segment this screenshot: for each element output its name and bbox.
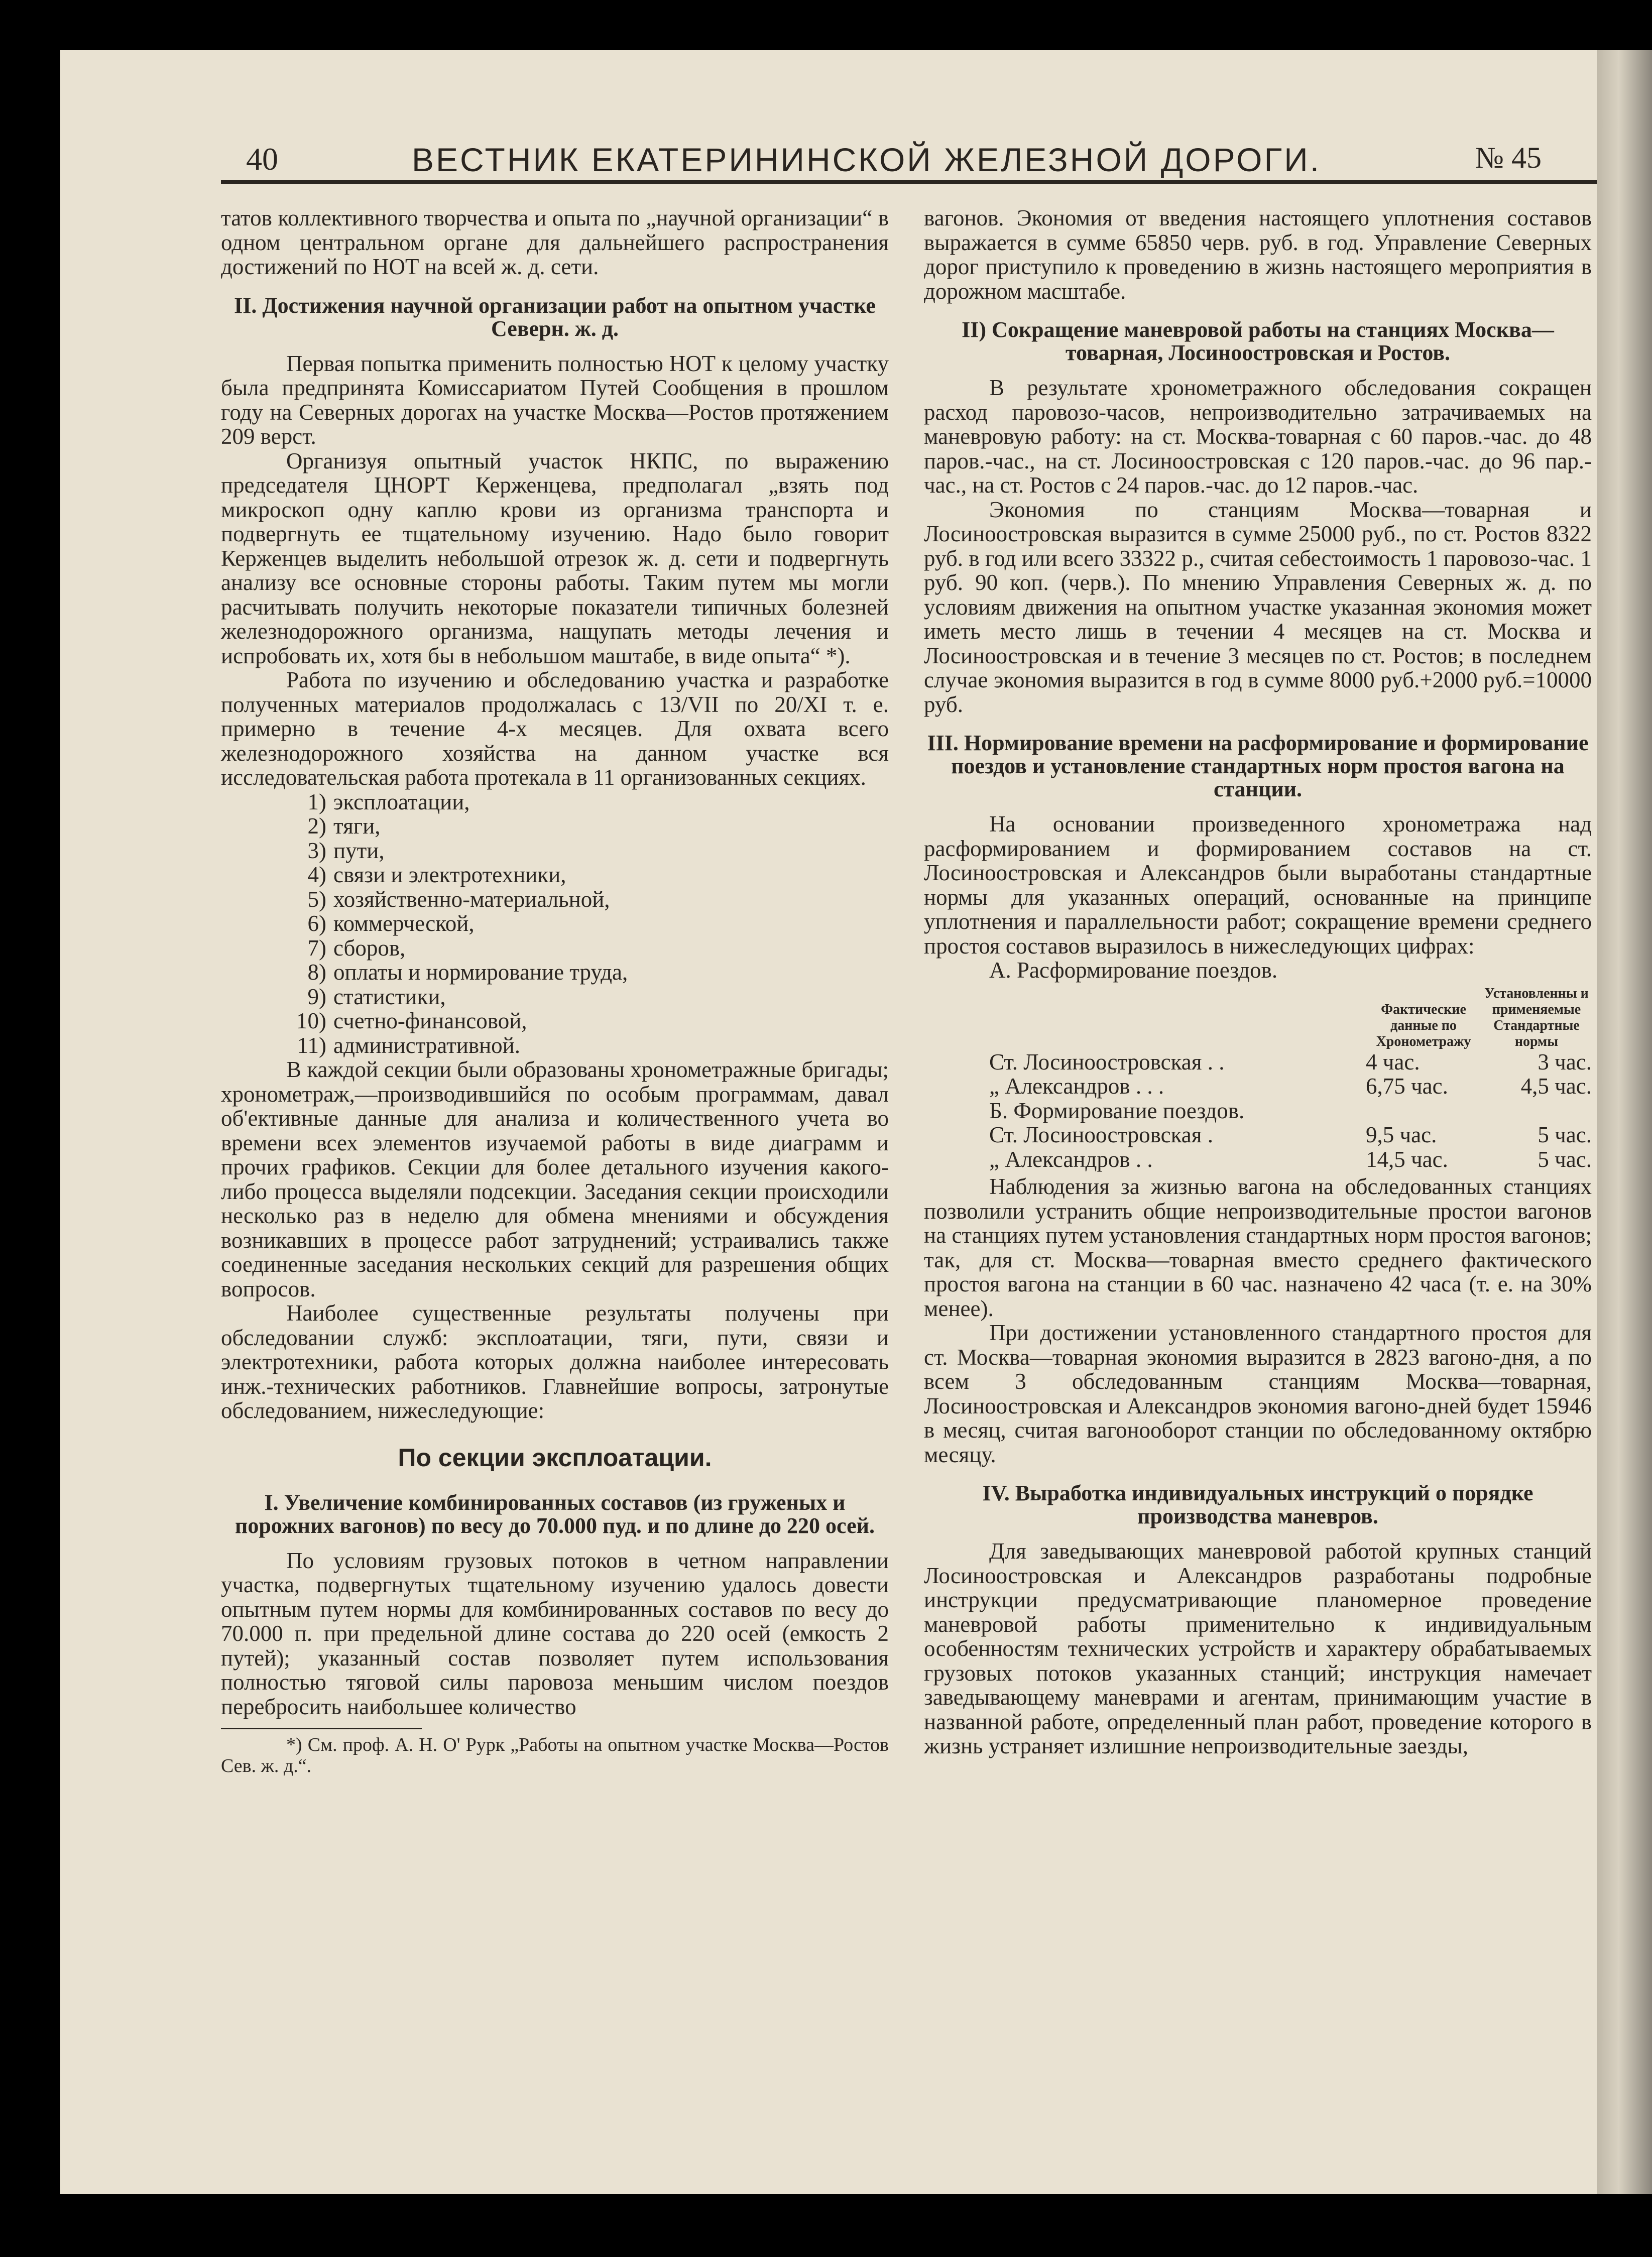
list-item: 8) оплаты и нормирование труда, — [307, 960, 628, 985]
list-item: 7) сборов, — [307, 935, 406, 961]
paragraph: В каждой секции были образованы хронометражные бригады; хронометраж,—производившийся по особым программам, давал об'ективные данные для анализа и количественного учета во времени всех элементов изучаемой работы в виде диаграмм и прочих графиков. Секции для более детального изучения какого-либо процесса выделяли подсекции. Заседания секции происходили несколько раз в неделю для обмена мнениями и обсуждения возникавших в процессе работ затруднений; устраивались также соединенные заседания нескольких секций для разрешения общих вопросов. — [221, 1057, 889, 1301]
paragraph: На основании произведенного хронометража над расформированием и формированием составов на ст. Лосиноостровская и Александров были выработаны стандартные нормы для указанных операций, основанные на принципе уплотнения и параллельности работ; сокращение времени среднего простоя составов выразилось в нижеследующих цифрах: — [924, 811, 1592, 959]
list-item: 11) административной. — [297, 1032, 520, 1058]
next-page-edge — [1597, 50, 1652, 2194]
footnote: *) См. проф. А. Н. О' Рурк „Работы на опытном участке Москва—Ростов Сев. ж. д.“. — [221, 1734, 889, 1776]
paragraph: Работа по изучению и обследованию участка и разработке полученных материалов продолжалась с 13/VII по 20/XI т. е. примерно в течение 4-х месяцев. Для охвата всего железнодорожного хозяйства на данном участке вся исследовательская работа протекала в 11 организованных секциях. — [221, 667, 889, 790]
issue-number: № 45 — [1475, 141, 1542, 174]
list-item: 6) коммерческой, — [307, 911, 475, 936]
paragraph: татов коллективного творчества и опыта по „научной организации“ в одном центральном органе для дальнейшего распространения достижений по НОТ на всей ж. д. сети. — [221, 205, 889, 279]
paragraph: Экономия по станциям Москва—товарная и Лосиноостровская выразится в сумме 25000 руб., по ст. Ростов 8322 руб. в год или всего 33322 р., считая себестоимость 1 паровозо-час. 1 руб. 90 коп. (черв.). По мнению Управления Северных ж. д. по условиям движения на опытном участке указанная экономия может иметь место лишь в течении 4 месяцев на ст. Москва и Лосиноостровская и в течение 3 месяцев по ст. Ростов; в последнем случае экономия выразится в год в сумме 8000 руб.+2000 руб.=10000 руб. — [924, 497, 1592, 717]
table-label: Б. Формирование поездов. — [989, 1098, 1245, 1123]
section-heading: IV. Выработка индивидуальных инструкций о порядке производства маневров. — [982, 1481, 1533, 1528]
section-heading: I. Увеличение комбинированных составов (из груженых и порожних вагонов) по весу до 70.000 пуд. и по длине до 220 осей. — [235, 1490, 875, 1538]
subsection-heading: По секции эксплоатации. — [398, 1443, 712, 1472]
norms-table — [924, 986, 1592, 1172]
left-column — [221, 206, 889, 1776]
header-rule — [221, 180, 1597, 184]
section-heading: III. Нормирование времени на расформирование и формирование поездов и установление стандартных норм простоя вагона на станции. — [927, 731, 1589, 801]
table-row: „ Александров . . 14,5 час. 5 час. — [989, 1146, 1592, 1172]
paragraph: По условиям грузовых потоков в четном направлении участка, подвергнутых тщательному изучению удалось довести опытным путем нормы для комбинированных составов по весу до 70.000 п. при предельной длине состава до 220 осей (емкость 2 путей); указанный состав позволяет путем использования полностью тяговой силы паровоза меньшим числом поездов перебросить наибольшее количество — [221, 1548, 889, 1719]
list-item: 9) статистики, — [307, 984, 446, 1009]
page-number: 40 — [246, 141, 278, 177]
list-item: 10) счетно-финансовой, — [296, 1008, 527, 1033]
list-item: 5) хозяйственно-материальной, — [307, 886, 610, 912]
table-label: А. Расформирование поездов. — [989, 958, 1278, 983]
list-item: 3) пути, — [307, 838, 385, 863]
table-row: Ст. Лосиноостровская . 9,5 час. 5 час. — [989, 1122, 1592, 1147]
table-row: „ Александров . . . 6,75 час. 4,5 час. — [989, 1074, 1592, 1099]
paragraph: Наиболее существенные результаты получены при обследовании служб: эксплоатации, тяги, пути, связи и электротехники, работа которых должна наиболее интересовать инж.-технических работников. Главнейшие вопросы, затронутые обследованием, нижеследующие: — [221, 1300, 889, 1423]
paragraph: При достижении установленного стандартного простоя для ст. Москва—товарная экономия выразится в 2823 вагоно-дня, а по всем 3 обследованным станциям Москва—товарная, Лосиноостровская и Александров экономия вагоно-дней будет 15946 в месяц, считая вагонооборот станции по обследованному октябрю месяцу. — [924, 1320, 1592, 1467]
list-item: 4) связи и электротехники, — [307, 862, 566, 887]
section-heading: II. Достижения научной организации работ на опытном участке Северн. ж. д. — [234, 293, 876, 341]
column-header: Установленны и применяемые Стандартные нормы — [1484, 985, 1589, 1049]
list-item: 2) тяги, — [307, 813, 381, 839]
paragraph: Первая попытка применить полностью НОТ к целому участку была предпринята Комиссариатом Путей Сообщения в прошлом году на Северных дорогах на участке Москва—Ростов протяжением 209 верст. — [221, 350, 889, 449]
column-header: Фактические данные по Хронометражу — [1376, 1001, 1471, 1049]
paragraph: В результате хронометражного обследования сокращен расход паровозо-часов, непроизводительно затрачиваемых на маневровую работу: на ст. Москва-товарная с 60 паров.-час. до 48 паров.-час., на ст. Лосиноостровская с 120 паров.-час. до 96 пар.-час., на ст. Ростов с 24 паров.-час. до 12 паров.-час. — [924, 375, 1592, 498]
table-row: Ст. Лосиноостровская . . 4 час. 3 час. — [989, 1049, 1592, 1075]
paragraph: вагонов. Экономия от введения настоящего уплотнения составов выражается в сумме 65850 черв. руб. в год. Управление Северных дорог приступило к проведению в жизнь настоящего мероприятия в дорожном масштабе. — [924, 205, 1592, 304]
sections-list — [221, 790, 889, 1058]
journal-title: ВЕСТНИК ЕКАТЕРИНИНСКОЙ ЖЕЛЕЗНОЙ ДОРОГИ. — [412, 141, 1322, 178]
paragraph: Для заведывающих маневровой работой крупных станций Лосиноостровская и Александров разработаны подробные инструкции предусматривающие планомерное проведение маневровой работы применительно к индивидуальным особенностям технических устройств и характеру обрабатываемых грузовых потоков указанных станций; инструкция намечает заведывающему маневрами и агентам, принимающим участие в названной работе, определенный план работ, проведение которого в жизнь устраняет излишние непроизводительные заезды, — [924, 1538, 1592, 1758]
paragraph: Организуя опытный участок НКПС, по выражению председателя ЦНОРТ Керженцева, предполагал „взять под микроскоп одну каплю крови из организма транспорта и подвергнуть ее тщательному изучению. Надо было говорит Керженцев выделить небольшой отрезок ж. д. сети и подвергнуть анализу все основные стороны работы. Таким путем мы могли расчитывать получить некоторые показатели типичных болезней железнодорожного организма, нащупать методы лечения и испробовать их, хотя бы в небольшом маштабе, в виде опыта“ *). — [221, 448, 889, 668]
footnote-rule — [221, 1728, 422, 1729]
right-column — [924, 206, 1592, 1758]
paragraph: Наблюдения за жизнью вагона на обследованных станциях позволили устранить общие непроизводительные простои вагонов на станциях путем установления стандартных норм простоя вагонов; так, для ст. Москва—товарная вместо среднего фактического простоя вагона на станции в 60 час. назначено 42 часа (т. е. на 30% менее). — [924, 1174, 1592, 1321]
page-header — [161, 141, 1577, 186]
section-heading: II) Сокращение маневровой работы на станциях Москва—товарная, Лосиноостровская и Ростов. — [962, 317, 1554, 365]
list-item: 1) эксплоатации, — [307, 789, 470, 814]
